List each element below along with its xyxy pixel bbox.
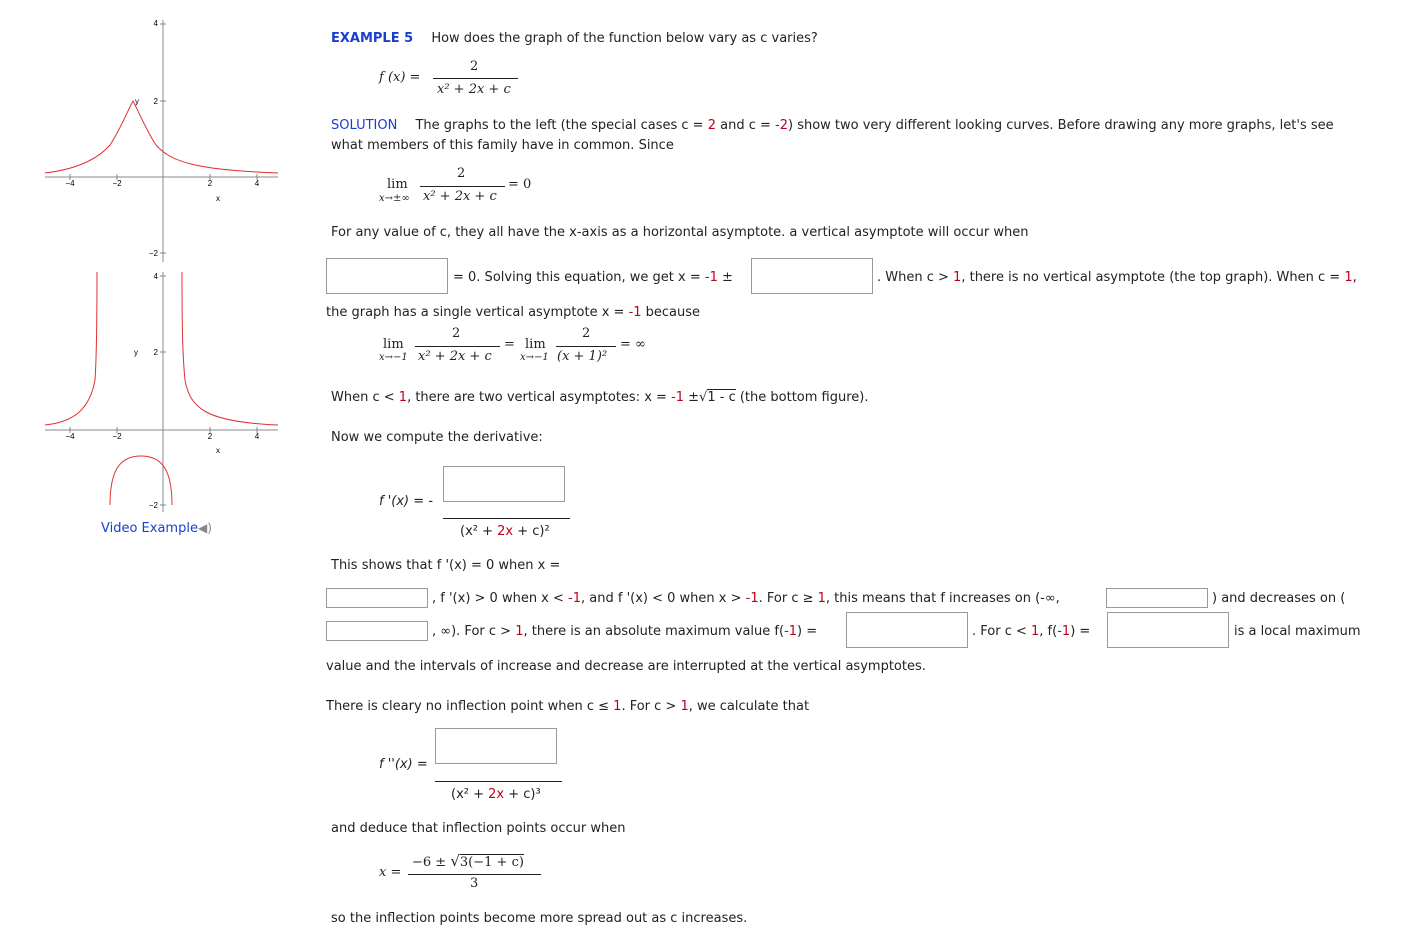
abs-red-2: -1 [784,624,798,639]
video-example-label: Video Example [101,521,198,536]
bottom-ylabel: y [134,348,138,357]
critical-point-text: This shows that f '(x) = 0 when x = [331,558,561,573]
no-asymptote-text [877,270,1357,285]
second-den-a: (x² + [451,787,489,802]
xsol-num-a: −6 ± [412,855,447,870]
deriv-den-red: 2x [497,524,514,539]
solving-text-a: = 0. Solving this equation, we get x = [453,270,705,285]
inflection-intro [326,699,809,714]
bottom-xtick-1: −2 [112,432,122,441]
loc-a: . For c < [972,624,1032,639]
lim1-numerator: 2 [457,166,466,181]
solution-sqrt-input[interactable] [751,258,873,294]
solution-line-2: what members of this family have in common. Since [331,138,674,153]
no-asym-red-1: 1 [953,270,962,285]
loc-red-1: 1 [1031,624,1040,639]
two-asym-red-1: 1 [398,390,408,405]
lim1-rhs: = 0 [508,177,532,192]
second-derivative-fraction-bar [435,781,562,782]
top-xtick-1: −2 [112,179,122,188]
single-asym-red: -1 [628,305,642,320]
inc-red-2: -1 [745,591,759,606]
lim3-word: lim [525,337,546,352]
top-curve [45,101,278,173]
no-asym-b: , there is no vertical asymptote (the top graph). When c = [961,270,1345,285]
f-denominator: x² + 2x + c [437,82,511,97]
infl-b: . For c > [621,699,681,714]
solving-red-1: -1 [704,270,718,285]
lim2-numerator: 2 [452,326,461,341]
inc-d: , this means that f increases on (-∞, [825,591,1060,606]
xsol-numerator: −6 ± √3(−1 + c) [412,852,524,870]
derivative-numerator-input[interactable] [443,466,565,502]
xsol-num-radicand: 3(−1 + c) [459,855,524,870]
inc-red-3: 1 [817,591,826,606]
local-max-tail: is a local maximum [1234,624,1361,639]
two-asym-a: When c < [331,390,399,405]
example-label: EXAMPLE 5 [331,31,414,46]
decrease-text: ) and decreases on ( [1212,591,1346,606]
solution-text-b: and c = [715,118,776,133]
abs-a: , ∞). For c > [432,624,516,639]
loc-red-2: -1 [1057,624,1071,639]
no-asym-a: . When c > [877,270,954,285]
derivative-lhs: f '(x) = - [379,494,433,509]
spread-out-text: so the inflection points become more spread out as c increases. [331,911,748,926]
single-asymptote-text [326,305,700,320]
abs-red-1: 1 [515,624,524,639]
derivative-fraction-bar [443,518,570,519]
solution-text-c: ) show two very different looking curves. Before drawing any more graphs, let's see [787,118,1334,133]
top-xlabel: x [216,194,220,203]
two-asymptotes-text [331,390,868,405]
two-asym-red-2: -1 [671,390,685,405]
derivative-intro: Now we compute the derivative: [331,430,543,445]
bottom-ytick-0: 4 [153,272,158,281]
solving-text-b: ± [717,270,733,285]
absolute-max-input[interactable] [846,612,968,648]
decrease-start-input[interactable] [326,621,428,641]
abs-c: ) = [797,624,818,639]
loc-b: , f( [1039,624,1058,639]
lim1-denominator: x² + 2x + c [423,189,497,204]
speaker-icon: ◀) [197,521,212,535]
second-derivative-lhs: f ''(x) = [379,757,428,772]
top-graph [45,19,278,262]
bottom-xtick-2: 2 [207,432,213,441]
lim2-sub: x→−1 [379,352,408,363]
infl-red-1: 1 [613,699,622,714]
lim2-word: lim [383,337,404,352]
example-question: How does the graph of the function below vary as c varies? [431,31,818,46]
lim3-numerator: 2 [582,326,591,341]
solution-c1: 2 [707,118,716,133]
top-xtick-2: 2 [207,179,213,188]
derivative-denominator [460,524,550,539]
increase-end-input[interactable] [1106,588,1208,608]
f-numerator: 2 [470,59,479,74]
f-fraction-bar [433,78,518,79]
top-ytick-1: 2 [153,97,158,106]
increase-text [432,591,1060,606]
solution-text-a: The graphs to the left (the special cases c = [415,118,708,133]
deriv-den-b: + c)² [513,524,550,539]
lim2-denominator: x² + 2x + c [418,349,492,364]
example-heading [331,31,818,46]
lim3-rhs: = ∞ [620,337,646,352]
xsol-lhs: x = [379,865,402,880]
vertical-asymptote-condition-input[interactable] [326,258,448,294]
bottom-graph [45,272,278,512]
inc-b: , and f '(x) < 0 when x > [581,591,746,606]
no-asym-red-2: 1 [1344,270,1353,285]
interrupted-text: value and the intervals of increase and decrease are interrupted at the vertical asymptotes. [326,659,926,674]
xsol-fraction-bar [408,874,541,875]
lim2-eq: = [504,337,515,352]
lim3-fraction-bar [556,346,616,347]
two-asym-e: (the bottom figure). [735,390,869,405]
single-asym-a: the graph has a single vertical asymptote x = [326,305,629,320]
local-max-text [972,624,1090,639]
two-asym-c: ±√ [684,390,708,405]
bottom-xtick-3: 4 [254,432,260,441]
bottom-curve-right [182,272,278,425]
lim1-sub: x→±∞ [379,193,410,204]
top-ytick-0: 4 [153,19,158,28]
infl-red-2: 1 [680,699,689,714]
two-asym-radicand: 1 - c [707,390,736,405]
abs-b: , there is an absolute maximum value f( [523,624,785,639]
top-xtick-3: 4 [254,179,260,188]
solution-c2: -2 [775,118,788,133]
critical-x-input[interactable] [326,588,428,608]
lim3-sub: x→−1 [520,352,549,363]
bottom-ytick-1: 2 [153,348,158,357]
local-max-input[interactable] [1107,612,1229,648]
bottom-xtick-0: −4 [65,432,75,441]
top-xtick-0: −4 [65,179,75,188]
lim1-word: lim [387,177,408,192]
infl-c: , we calculate that [688,699,810,714]
bottom-xlabel: x [216,446,220,455]
top-ytick-2: −2 [148,249,158,258]
inc-c: . For c ≥ [758,591,818,606]
bottom-curve-left [45,272,97,425]
xsol-denominator: 3 [470,876,479,891]
solving-text [453,270,733,285]
bottom-ytick-2: −2 [148,501,158,510]
second-den-b: + c)³ [504,787,541,802]
solution-line-1 [331,118,1334,133]
inc-a: , f '(x) > 0 when x < [432,591,569,606]
no-asym-c: , [1352,270,1357,285]
deduce-text: and deduce that inflection points occur when [331,821,626,836]
f-lhs: f (x) = [379,70,421,85]
single-asym-b: because [641,305,701,320]
lim1-fraction-bar [420,186,505,187]
inc-red-1: -1 [568,591,582,606]
infl-a: There is cleary no inflection point when c ≤ [326,699,614,714]
deriv-den-a: (x² + [460,524,498,539]
video-example-link[interactable] [101,521,212,536]
absolute-max-text [432,624,817,639]
second-den-red: 2x [488,787,505,802]
lim3-denominator: (x + 1)² [557,349,608,364]
loc-c: ) = [1070,624,1091,639]
lim2-fraction-bar [415,346,500,347]
two-asym-b: , there are two vertical asymptotes: x = [407,390,672,405]
graphs-panel [0,0,300,520]
top-ylabel: y [135,97,139,106]
second-derivative-denominator [451,787,541,802]
horizontal-asymptote-text: For any value of c, they all have the x-axis as a horizontal asymptote. a vertical asymptote will occur when [331,225,1029,240]
second-derivative-numerator-input[interactable] [435,728,557,764]
solution-label: SOLUTION [331,118,398,133]
